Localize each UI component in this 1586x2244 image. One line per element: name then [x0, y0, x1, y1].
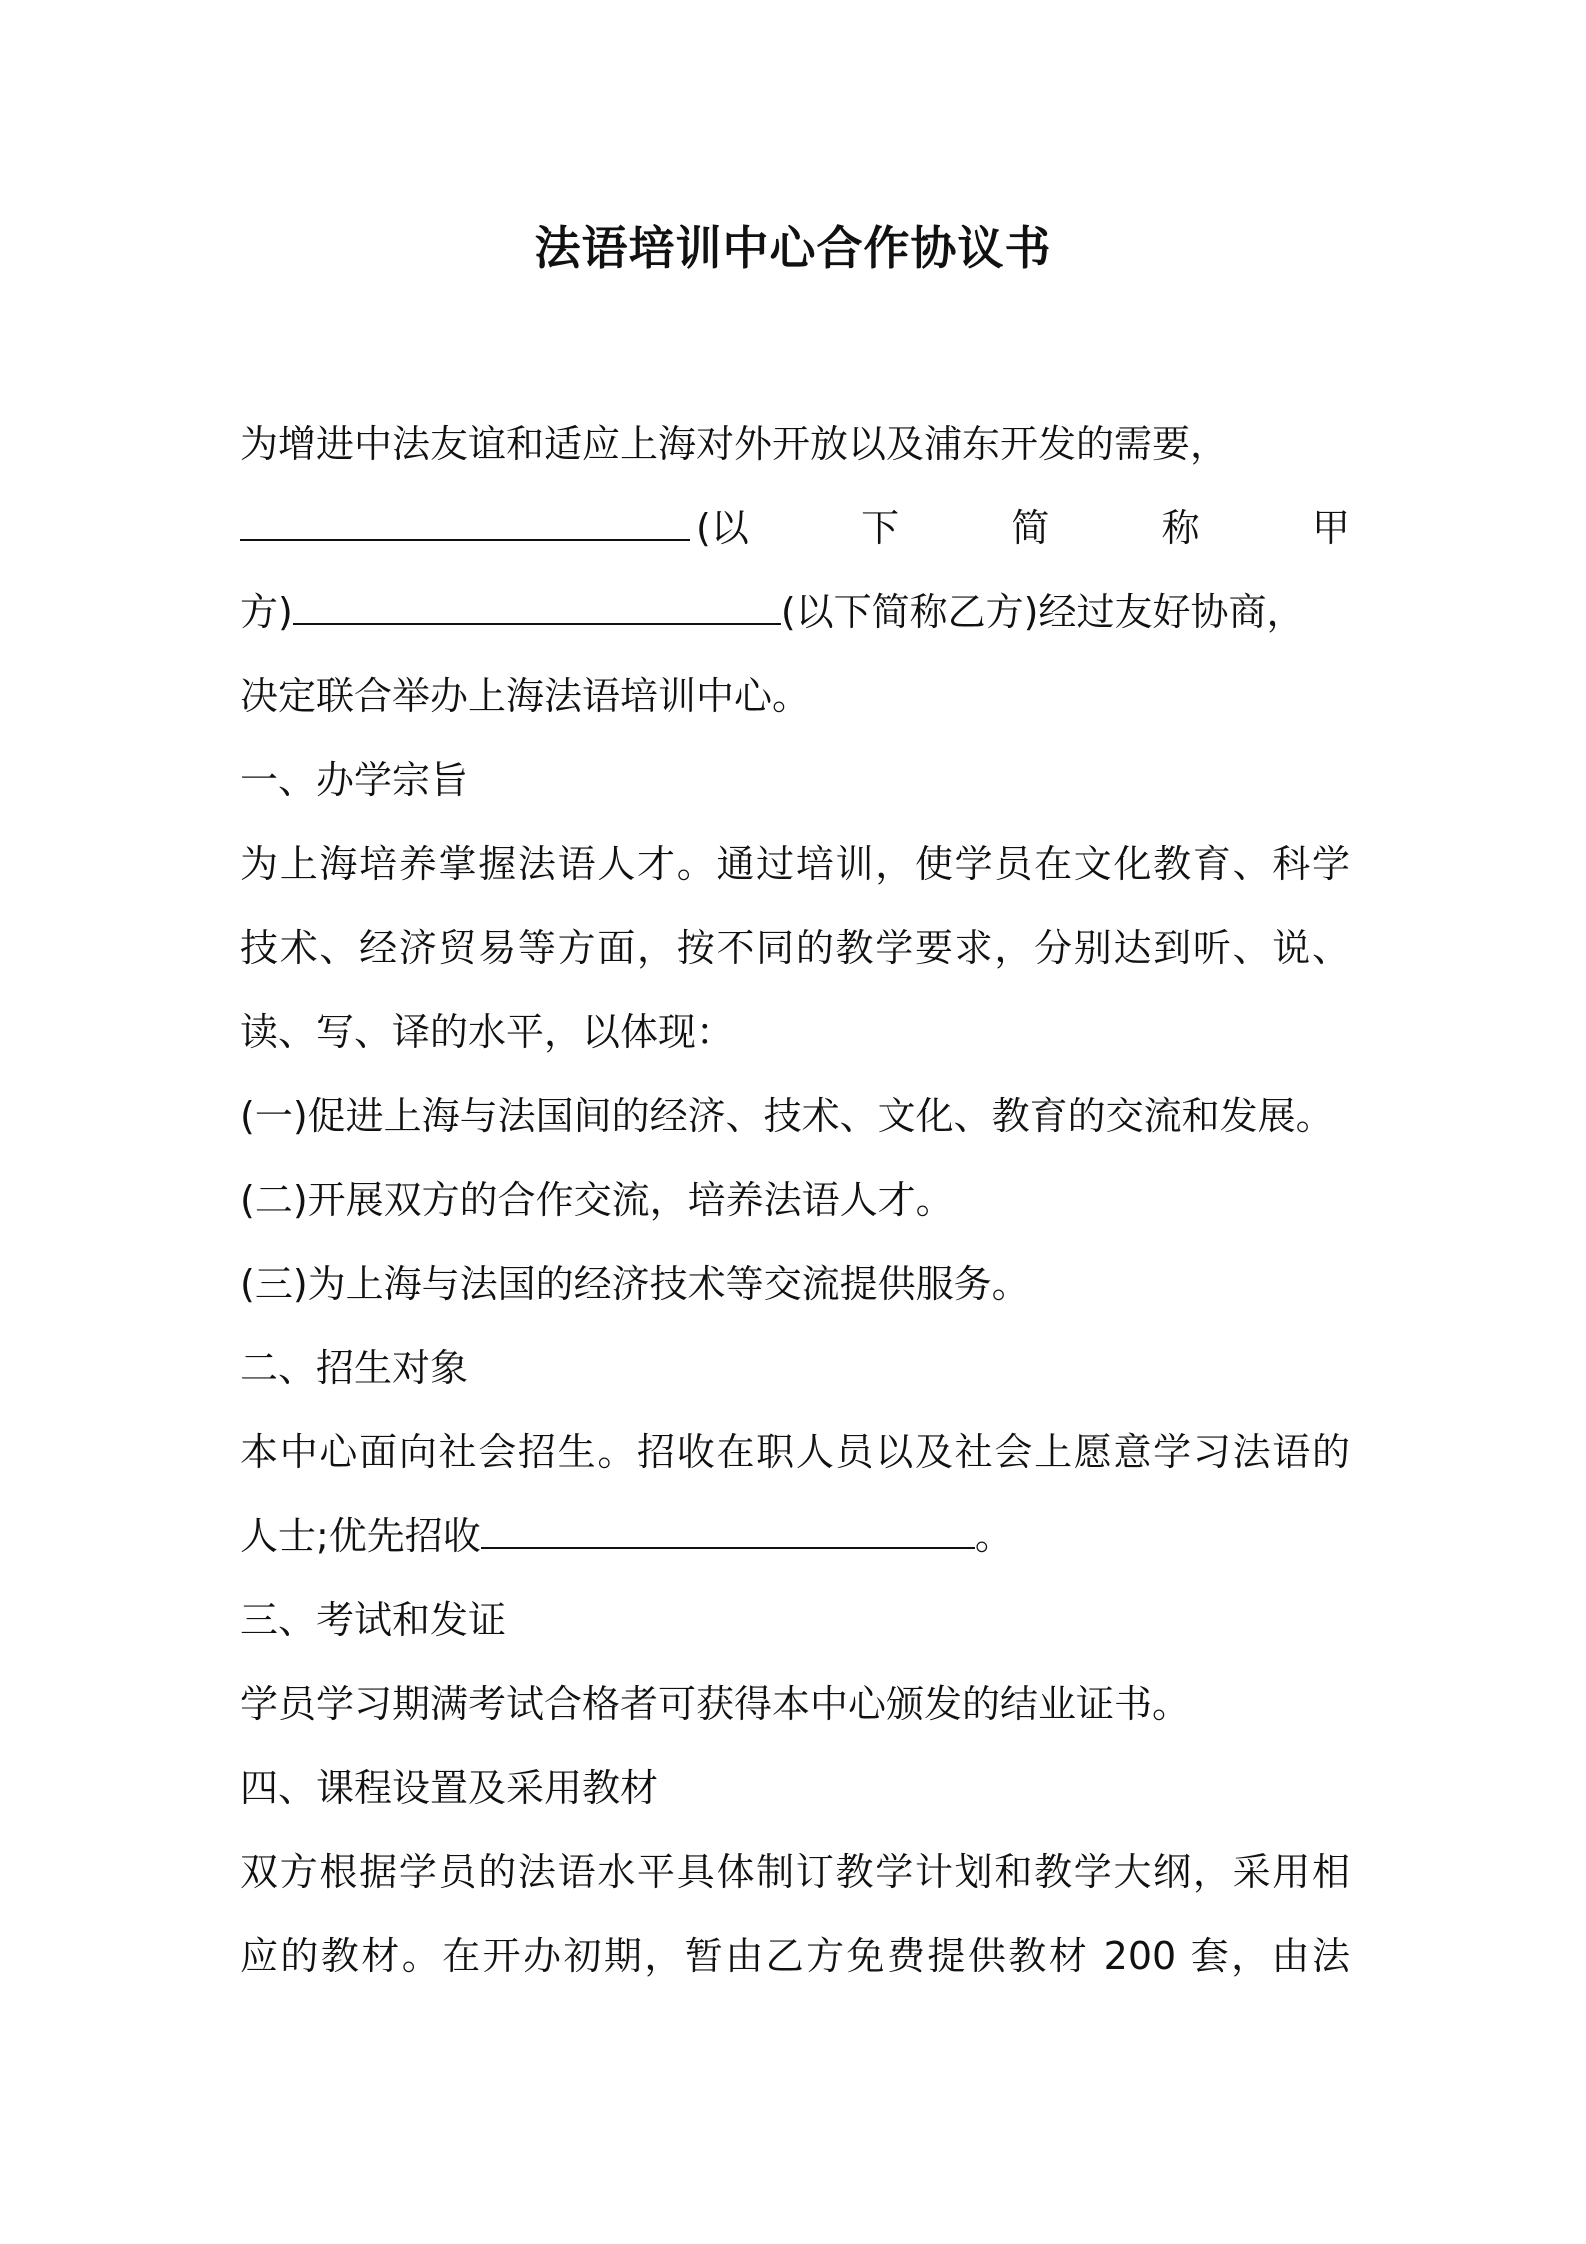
party-a-label-char: 甲	[1311, 506, 1350, 550]
party-a-blank	[240, 509, 690, 541]
party-a-label	[690, 486, 1350, 570]
document-title: 法语培训中心合作协议书	[534, 221, 1052, 275]
party-b-prefix: 方)	[240, 590, 293, 634]
list-item: (二)开展双方的合作交流，培养法语人才。	[240, 1178, 954, 1222]
paragraph-line: 双方根据学员的法语水平具体制订教学计划和教学大纲，采用相	[240, 1850, 1350, 1894]
party-a-label-char: 称	[1161, 506, 1200, 550]
list-item: (三)为上海与法国的经济技术等交流提供服务。	[240, 1262, 1030, 1306]
section-heading: 四、课程设置及采用教材	[240, 1766, 659, 1810]
party-a-line	[240, 486, 1350, 570]
paragraph-line: 读、写、译的水平，以体现：	[240, 1010, 735, 1054]
list-item: (一)促进上海与法国间的经济、技术、文化、教育的交流和发展。	[240, 1094, 1334, 1138]
paragraph-line: 本中心面向社会招生。招收在职人员以及社会上愿意学习法语的	[240, 1430, 1350, 1474]
party-b-suffix: (以下简称乙方)经过友好协商，	[780, 590, 1305, 634]
document-body	[240, 402, 1350, 1998]
section-heading: 一、办学宗旨	[240, 758, 469, 802]
section-heading: 二、招生对象	[240, 1346, 469, 1390]
paragraph-line: 决定联合举办上海法语培训中心。	[240, 674, 811, 718]
paragraph-line: 学员学习期满考试合格者可获得本中心颁发的结业证书。	[240, 1682, 1191, 1726]
paragraph-line: 为增进中法友谊和适应上海对外开放以及浦东开发的需要，	[240, 422, 1229, 466]
priority-prefix: 人士;优先招收	[240, 1514, 481, 1558]
priority-line	[240, 1494, 1350, 1578]
party-b-blank	[293, 593, 781, 625]
party-a-label-char: 下	[861, 506, 900, 550]
paragraph-line: 技术、经济贸易等方面，按不同的教学要求，分别达到听、说、	[240, 926, 1350, 970]
party-a-label-char: 简	[1011, 506, 1050, 550]
party-b-line	[240, 570, 1350, 654]
priority-suffix: 。	[974, 1514, 1013, 1558]
paragraph-line: 为上海培养掌握法语人才。通过培训，使学员在文化教育、科学	[240, 842, 1350, 886]
priority-blank	[481, 1517, 975, 1549]
party-a-label-char: (以	[696, 506, 749, 550]
paragraph-line: 应的教材。在开办初期，暂由乙方免费提供教材 200 套，由法	[240, 1934, 1350, 1978]
section-heading: 三、考试和发证	[240, 1598, 507, 1642]
